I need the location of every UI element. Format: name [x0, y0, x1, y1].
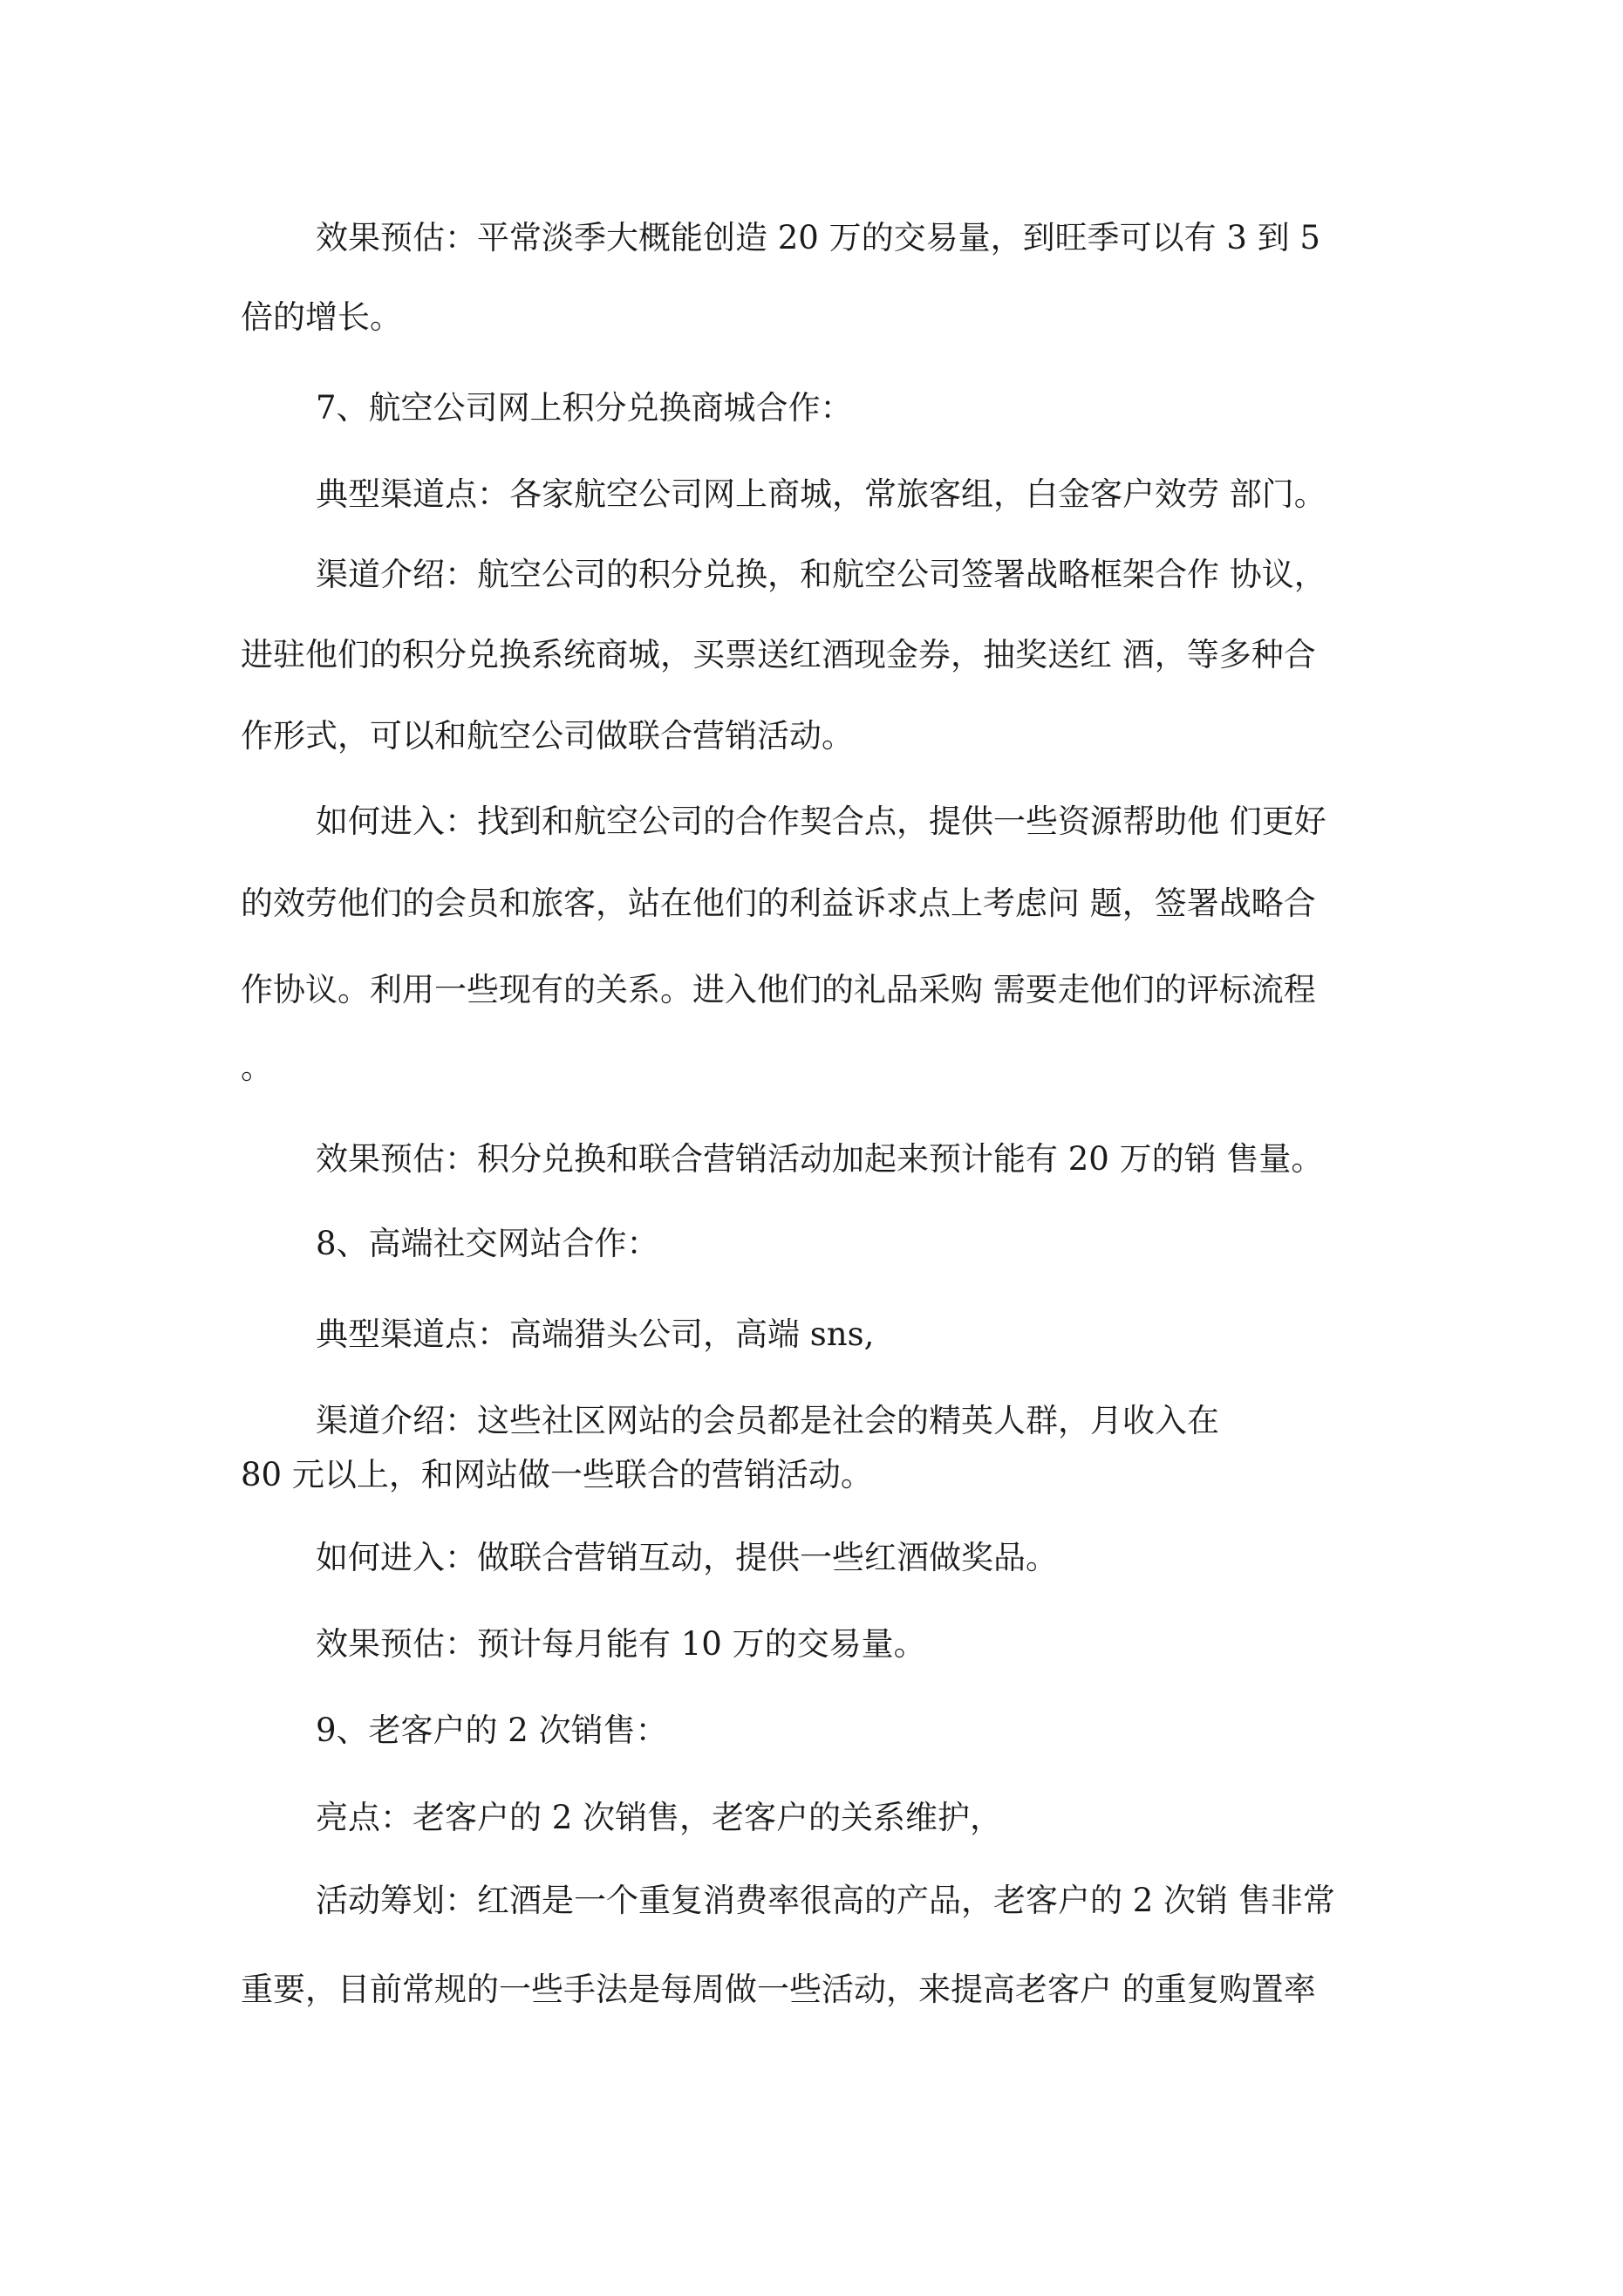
paragraph-line: 亮点：老客户的 2 次销售，老客户的关系维护， — [316, 1799, 1003, 1836]
section-heading: 8、高端社交网站合作： — [316, 1225, 659, 1262]
paragraph-line: 的效劳他们的会员和旅客，站在他们的利益诉求点上考虑问 题，签署战略合 — [241, 885, 1316, 922]
paragraph-line: 典型渠道点：高端猎头公司，高端 sns, — [316, 1315, 875, 1353]
paragraph-line: 典型渠道点：各家航空公司网上商城，常旅客组，白金客户效劳 部门。 — [316, 475, 1326, 513]
paragraph-line: 如何进入：找到和航空公司的合作契合点，提供一些资源帮助他 们更好 — [316, 803, 1326, 840]
paragraph-line: 效果预估：平常淡季大概能创造 20 万的交易量，到旺季可以有 3 到 5 — [316, 219, 1320, 256]
paragraph-line: 80 元以上，和网站做一些联合的营销活动。 — [241, 1456, 873, 1493]
paragraph-line: 作形式，可以和航空公司做联合营销活动。 — [241, 717, 854, 755]
paragraph-line: 渠道介绍：航空公司的积分兑换，和航空公司签署战略框架合作 协议， — [316, 556, 1326, 593]
paragraph-line: 倍的增长。 — [241, 298, 402, 336]
paragraph-line: 进驻他们的积分兑换系统商城，买票送红酒现金券，抽奖送红 酒，等多种合 — [241, 636, 1316, 673]
section-heading: 9、老客户的 2 次销售： — [316, 1712, 668, 1749]
paragraph-line: 如何进入：做联合营销互动，提供一些红酒做奖品。 — [316, 1539, 1058, 1576]
paragraph-line: 作协议。利用一些现有的关系。进入他们的礼品采购 需要走他们的评标流程 — [241, 971, 1316, 1008]
paragraph-line: 渠道介绍：这些社区网站的会员都是社会的精英人群，月收入在 — [316, 1402, 1219, 1439]
paragraph-line: 效果预估：预计每月能有 10 万的交易量。 — [316, 1625, 926, 1663]
paragraph-line: 活动筹划：红酒是一个重复消费率很高的产品，老客户的 2 次销 售非常 — [316, 1882, 1335, 1919]
paragraph-line: 效果预估：积分兑换和联合营销活动加起来预计能有 20 万的销 售量。 — [316, 1140, 1324, 1178]
paragraph-line: 重要，目前常规的一些手法是每周做一些活动，来提高老客户 的重复购置率 — [241, 1971, 1316, 2008]
paragraph-line: 。 — [241, 1049, 273, 1086]
section-heading: 7、航空公司网上积分兑换商城合作： — [316, 389, 853, 427]
